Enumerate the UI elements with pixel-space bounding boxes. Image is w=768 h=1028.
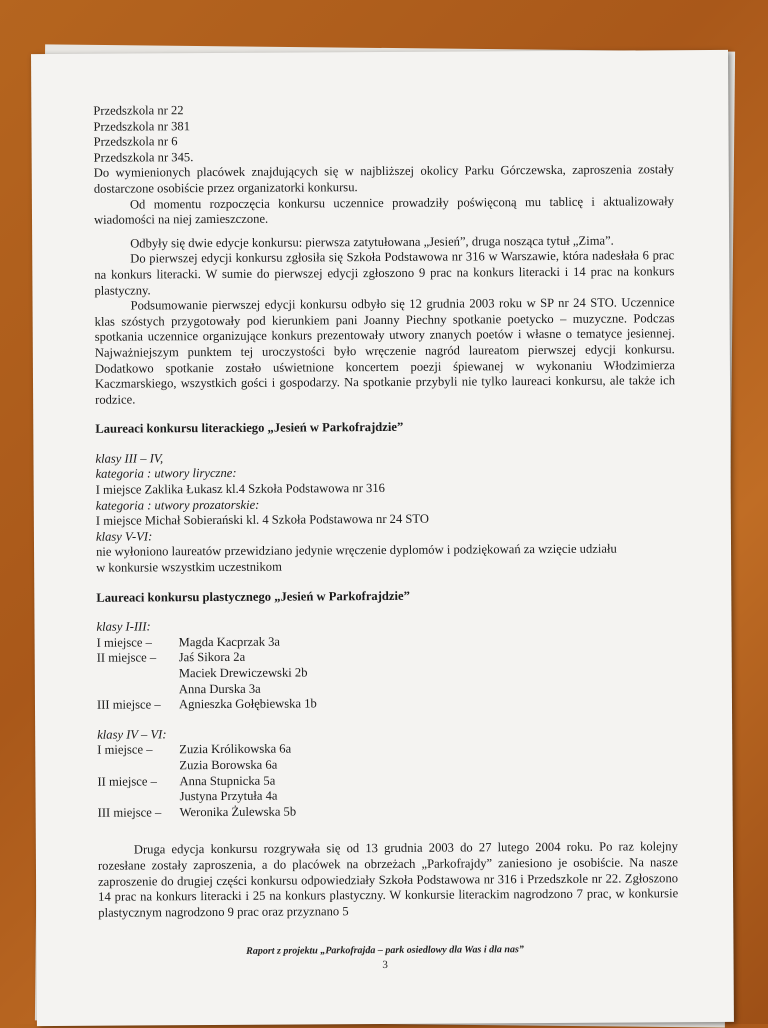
paragraph-second-edition: Druga edycja konkursu rozgrywała się od 13 grudnia 2003 do 27 lutego 2004 roku. Po raz kolejny rozesłane zostały zaproszenia, a do placówek na obrzeżach „Parkofrajdy” zaniesiono je osobiście. Na nasze zaproszenie do drugiej części konkursu odpowiedziały Szkoła Podstawowa nr 316 i Przedszkole nr 22. Zgłoszono 14 prac na konkurs literacki i 25 na konkurs plastyczny. W konkursie literackim nagrodzono 7 prac, w konkursie plastycznym nagrodzono 9 prac oraz przyznano 5 [97, 839, 679, 920]
paragraph-first-edition: Do pierwszej edycji konkursu zgłosiła się Szkoła Podstawowa nr 316 w Warszawie, która nadesłała 6 prac na konkurs literacki. W sumie do pierwszej edycji zgłoszono 9 prac na konkurs literacki i 14 prac na konkurs plastyczny. [94, 248, 675, 298]
winner-name: Anna Durska 3a [178, 681, 261, 696]
art-heading: Laureaci konkursu plastycznego „Jesień w Parkofrajdzie” [96, 588, 410, 605]
intro-line: Przedszkola nr 345. [93, 149, 194, 165]
literary-class-a: klasy III – IV, [95, 451, 164, 466]
literary-prose-winner: I miejsce Michał Sobierański kl. 4 Szkoła Podstawowa nr 24 STO [95, 511, 430, 528]
intro-line: Przedszkola nr 381 [93, 118, 191, 134]
place-label: II miejsce – [96, 650, 157, 666]
intro-line: Przedszkola nr 6 [93, 134, 178, 149]
literary-class-b: klasy V-VI: [95, 529, 153, 544]
winner-name: Zuzia Borowska 6a [179, 757, 278, 773]
winner-name: Weronika Żulewska 5b [179, 804, 297, 819]
paragraph-editions: Odbyły się dwie edycje konkursu: pierwsza zatytułowana „Jesień”, druga nosząca tytuł „Zima”. [130, 233, 614, 251]
place-label: I miejsce – [97, 742, 153, 758]
place-label: I miejsce – [96, 635, 152, 650]
place-label: III miejsce – [97, 805, 162, 820]
winner-name: Jaś Sikora 2a [178, 650, 246, 665]
place-label: III miejsce – [96, 697, 161, 712]
place-label [98, 789, 180, 805]
paragraph-invitations: Do wymienionych placówek znajdujących się w najbliższej okolicy Parku Górczewska, zaproszenia zostały dostarczone osobiście przez organizatorki konkursu. [93, 162, 674, 196]
literary-category-lyric: kategoria : utwory liryczne: [95, 466, 237, 482]
winner-name: Maciek Drewiczewski 2b [178, 665, 308, 681]
winner-name: Anna Stupnicka 5a [179, 773, 276, 788]
art-group-label: klasy I-III: [96, 619, 151, 634]
page-content [93, 100, 678, 921]
place-label [97, 758, 179, 774]
winner-name: Justyna Przytuła 4a [179, 788, 278, 804]
art-group-label: klasy IV – VI: [97, 727, 167, 742]
place-label [97, 682, 179, 698]
winner-name: Zuzia Królikowska 6a [179, 741, 292, 757]
paragraph-summary: Podsumowanie pierwszej edycji konkursu odbyło się 12 grudnia 2003 roku w SP nr 24 STO. Uczennice klas szóstych przygotowały pod kierunkiem pani Joanny Piechny spotkanie poetycko – muzyczne. Podczas spotkania uczennice organizujące konkurs prezentowały utwory znanych poetów i własne o tematyce jesiennej. Najważniejszym punktem tej uroczystości było wręczenie nagród laureatom pierwszej edycji konkursu. Dodatkowo spotkanie zostało uświetnione koncertem poezji śpiewanej w wykonaniu Włodzimierza Kaczmarskiego, wszystkich gości i gospodarzy. Na spotkanie przybyli nie tylko laureaci konkursu, ale także ich rodzice. [94, 295, 676, 407]
literary-note: nie wyłoniono laureatów przewidziano jedynie wręczenie dyplomów i podziękowań za wzięcie udziału [96, 541, 617, 560]
literary-heading: Laureaci konkursu literackiego „Jesień w Parkofrajdzie” [95, 420, 404, 437]
winner-name: Agnieszka Gołębiewska 1b [178, 696, 317, 712]
intro-line: Przedszkola nr 22 [93, 103, 184, 118]
literary-category-prose: kategoria : utwory prozatorskie: [95, 497, 260, 513]
literary-note: w konkursie wszystkim uczestnikom [96, 559, 282, 575]
literary-lyric-winner: I miejsce Zaklika Łukasz kl.4 Szkoła Podstawowa nr 316 [95, 481, 385, 497]
page-number: 3 [382, 958, 388, 971]
paragraph-board: Od momentu rozpoczęcia konkursu uczennice prowadziły poświęconą mu tablicę i aktualizowały wiadomości na niej zamieszczone. [93, 193, 674, 227]
place-label [97, 666, 179, 682]
document-page [31, 50, 734, 1026]
place-label: II miejsce – [97, 773, 157, 789]
winner-name: Magda Kacprzak 3a [178, 634, 281, 650]
report-footer: Raport z projektu „Parkofrajda – park osiedlowy dla Was i dla nas” [246, 944, 524, 957]
